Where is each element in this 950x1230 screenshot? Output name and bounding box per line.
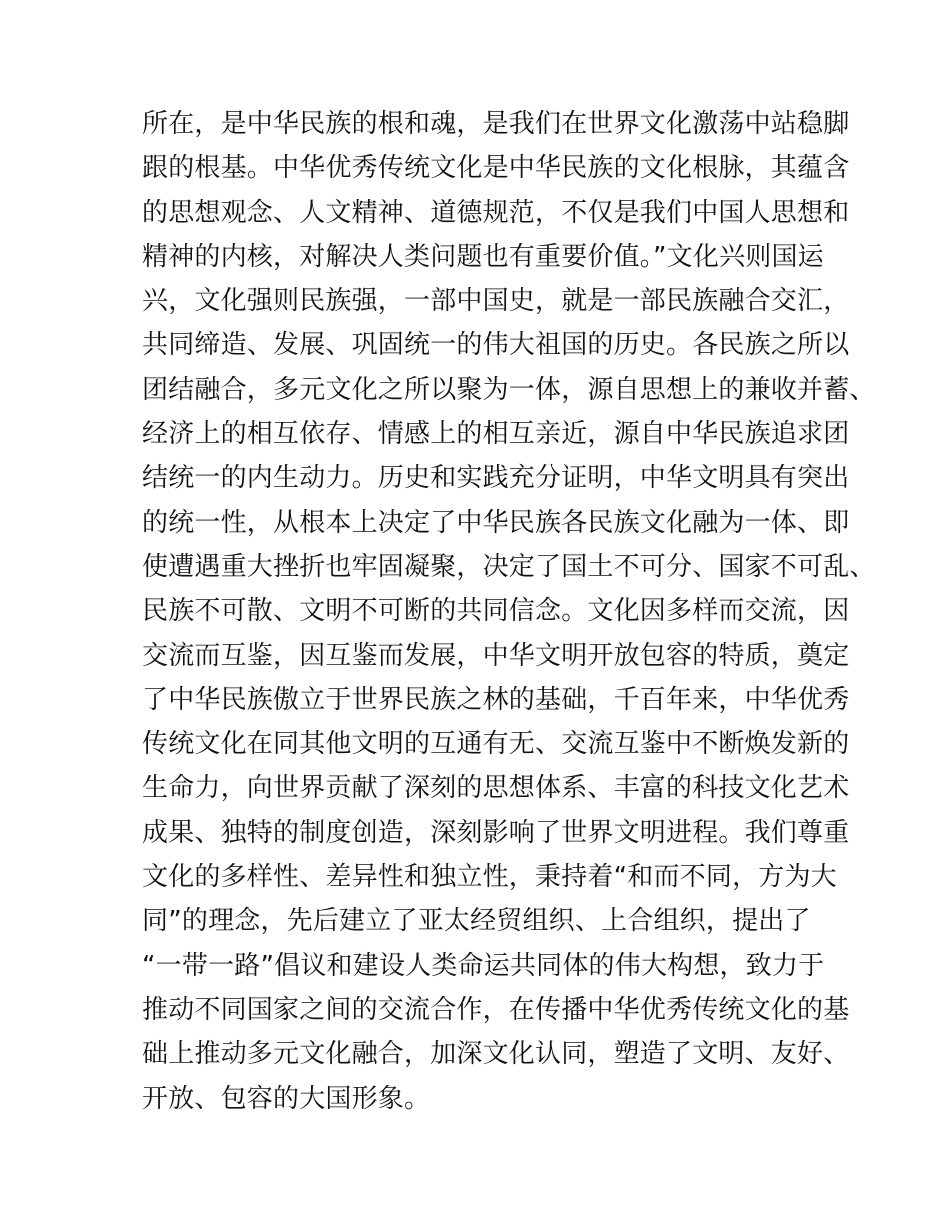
text-line: 共同缔造、发展、巩固统一的伟大祖国的历史。各民族之所以 <box>142 330 850 361</box>
text-line: 兴，文化强则民族强，一部中国史，就是一部民族融合交汇， <box>142 286 850 317</box>
text-line: 生命力，向世界贡献了深刻的思想体系、丰富的科技文化艺术 <box>142 773 850 804</box>
text-line: 了中华民族傲立于世界民族之林的基础，千百年来，中华优秀 <box>142 684 850 715</box>
text-line: 文化的多样性、差异性和独立性，秉持着“和而不同，方为大 <box>142 862 837 893</box>
text-line: 开放、包容的大国形象。 <box>142 1083 431 1114</box>
text-line: 的统一性，从根本上决定了中华民族各民族文化融为一体、即 <box>142 507 850 538</box>
text-line: 经济上的相互依存、情感上的相互亲近，源自中华民族追求团 <box>142 419 850 450</box>
text-line: 交流而互鉴，因互鉴而发展，中华文明开放包容的特质，奠定 <box>142 640 850 671</box>
text-line: 精神的内核，对解决人类问题也有重要价值。”文化兴则国运 <box>142 241 824 272</box>
text-line: 同”的理念，先后建立了亚太经贸组织、上合组织，提出了 <box>142 906 811 937</box>
text-line: 团结融合，多元文化之所以聚为一体，源自思想上的兼收并蓄、 <box>142 374 876 405</box>
text-line: 成果、独特的制度创造，深刻影响了世界文明进程。我们尊重 <box>142 817 850 848</box>
text-line: 础上推动多元文化融合，加深文化认同，塑造了文明、友好、 <box>142 1039 850 1070</box>
text-line: 传统文化在同其他文明的互通有无、交流互鉴中不断焕发新的 <box>142 729 850 760</box>
text-line: 跟的根基。中华优秀传统文化是中华民族的文化根脉，其蕴含 <box>142 153 850 184</box>
text-line: 推动不同国家之间的交流合作，在传播中华优秀传统文化的基 <box>142 994 850 1025</box>
text-line: “一带一路”倡议和建设人类命运共同体的伟大构想，致力于 <box>142 950 825 981</box>
text-line: 民族不可散、文明不可断的共同信念。文化因多样而交流，因 <box>142 596 850 627</box>
text-line: 的思想观念、人文精神、道德规范，不仅是我们中国人思想和 <box>142 197 850 228</box>
text-line: 结统一的内生动力。历史和实践充分证明，中华文明具有突出 <box>142 463 850 494</box>
text-line: 所在，是中华民族的根和魂，是我们在世界文化激荡中站稳脚 <box>142 109 850 139</box>
body-paragraph <box>142 102 876 1121</box>
text-line: 使遭遇重大挫折也牢固凝聚，决定了国土不可分、国家不可乱、 <box>142 551 876 582</box>
